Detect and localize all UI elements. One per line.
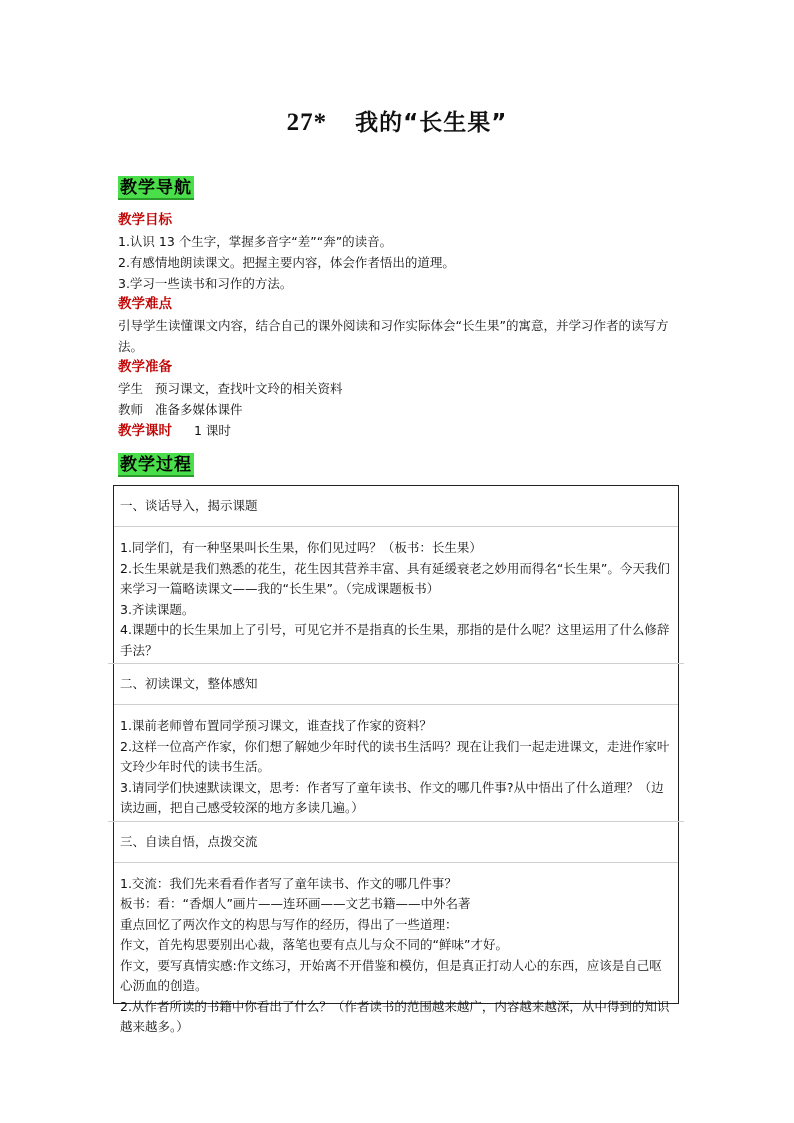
lesson-number: 27* xyxy=(286,109,328,136)
process-section-body xyxy=(120,527,672,663)
process-line: 3.齐读课题。 xyxy=(120,601,195,617)
difficulty-text: 引导学生读懂课文内容，结合自己的课外阅读和习作实际体会“长生果”的寓意，并学习作者的读写方法。 xyxy=(118,318,669,354)
process-line: 4.课题中的长生果加上了引号，可见它并不是指真的长生果，那指的是什么呢？这里运用了什么修辞手法？ xyxy=(120,622,670,658)
difficulty-heading: 教学难点 xyxy=(118,296,172,312)
process-line: 作文，要写真情实感:作文练习，开始离不开借鉴和模仿，但是真正打动人心的东西，应该是自己呕心沥血的创造。 xyxy=(120,957,662,993)
class-hours xyxy=(118,420,678,442)
process-section-heading: 三、自读自悟，点拨交流 xyxy=(114,822,678,863)
process-section-body xyxy=(120,705,672,821)
objective-item: 3.学习一些读书和习作的方法。 xyxy=(118,276,293,291)
process-section xyxy=(114,664,678,821)
process-section xyxy=(114,822,678,1040)
objectives-heading: 教学目标 xyxy=(118,212,172,228)
process-line: 1.同学们，有一种坚果叫长生果，你们见过吗？（板书：长生果） xyxy=(120,540,482,555)
process-line: 1.交流：我们先来看看作者写了童年读书、作文的哪几件事？ xyxy=(120,875,457,891)
lesson-name: 我的“长生果” xyxy=(355,110,508,136)
prep-role: 学生 xyxy=(118,381,144,396)
process-section-heading: 一、谈话导入，揭示课题 xyxy=(114,486,678,527)
preparation-heading: 教学准备 xyxy=(118,359,172,375)
process-section-heading: 二、初读课文，整体感知 xyxy=(114,664,678,705)
process-table xyxy=(113,485,679,1034)
objective-item: 1.认识 13 个生字，掌握多音字“差”“奔”的读音。 xyxy=(118,234,393,249)
process-line: 作文，首先构思要别出心裁，落笔也要有点儿与众不同的“鲜味”才好。 xyxy=(120,937,508,952)
process-line: 1.课前老师曾布置同学预习课文，谁查找了作家的资料？ xyxy=(120,718,432,733)
process-line: 2.从作者所读的书籍中你看出了什么？（作者读书的范围越来越广，内容越来越深，从中得到的知识越来越多。） xyxy=(120,998,670,1034)
hours-value: 1 课时 xyxy=(194,423,231,438)
prep-task: 预习课文，查找叶文玲的相关资料 xyxy=(155,381,343,396)
process-line: 3.请同学们快速默读课文，思考：作者写了童年读书、作文的哪几件事?从中悟出了什么道理？（边读边画，把自己感受较深的地方多读几遍。） xyxy=(120,779,664,815)
lesson-title xyxy=(0,104,794,137)
section-banner-navigation: 教学导航 xyxy=(120,178,192,198)
prep-item xyxy=(118,378,678,399)
process-line: 2.这样一位高产作家，你们想了解她少年时代的读书生活吗？现在让我们一起走进课文，走进作家叶文玲少年时代的读书生活。 xyxy=(120,738,670,774)
section-banner-process: 教学过程 xyxy=(120,455,192,475)
prep-item xyxy=(118,399,678,420)
process-line: 板书：看：“香烟人”画片——连环画——文艺书籍——中外名著 xyxy=(120,896,471,911)
prep-role: 教师 xyxy=(118,402,144,417)
process-section-body xyxy=(120,863,672,1040)
hours-heading: 教学课时 xyxy=(118,423,172,439)
process-line: 重点回忆了两次作文的构思与写作的经历，得出了一些道理： xyxy=(120,916,458,932)
prep-task: 准备多媒体课件 xyxy=(155,402,243,417)
process-section xyxy=(114,486,678,663)
teaching-navigation xyxy=(118,210,678,442)
objective-item: 2.有感情地朗读课文。把握主要内容，体会作者悟出的道理。 xyxy=(118,255,455,270)
process-line: 2.长生果就是我们熟悉的花生，花生因其营养丰富、具有延缓衰老之妙用而得名“长生果”。今天我们来学习一篇略读课文——我的“长生果”。（完成课题板书） xyxy=(120,560,670,596)
